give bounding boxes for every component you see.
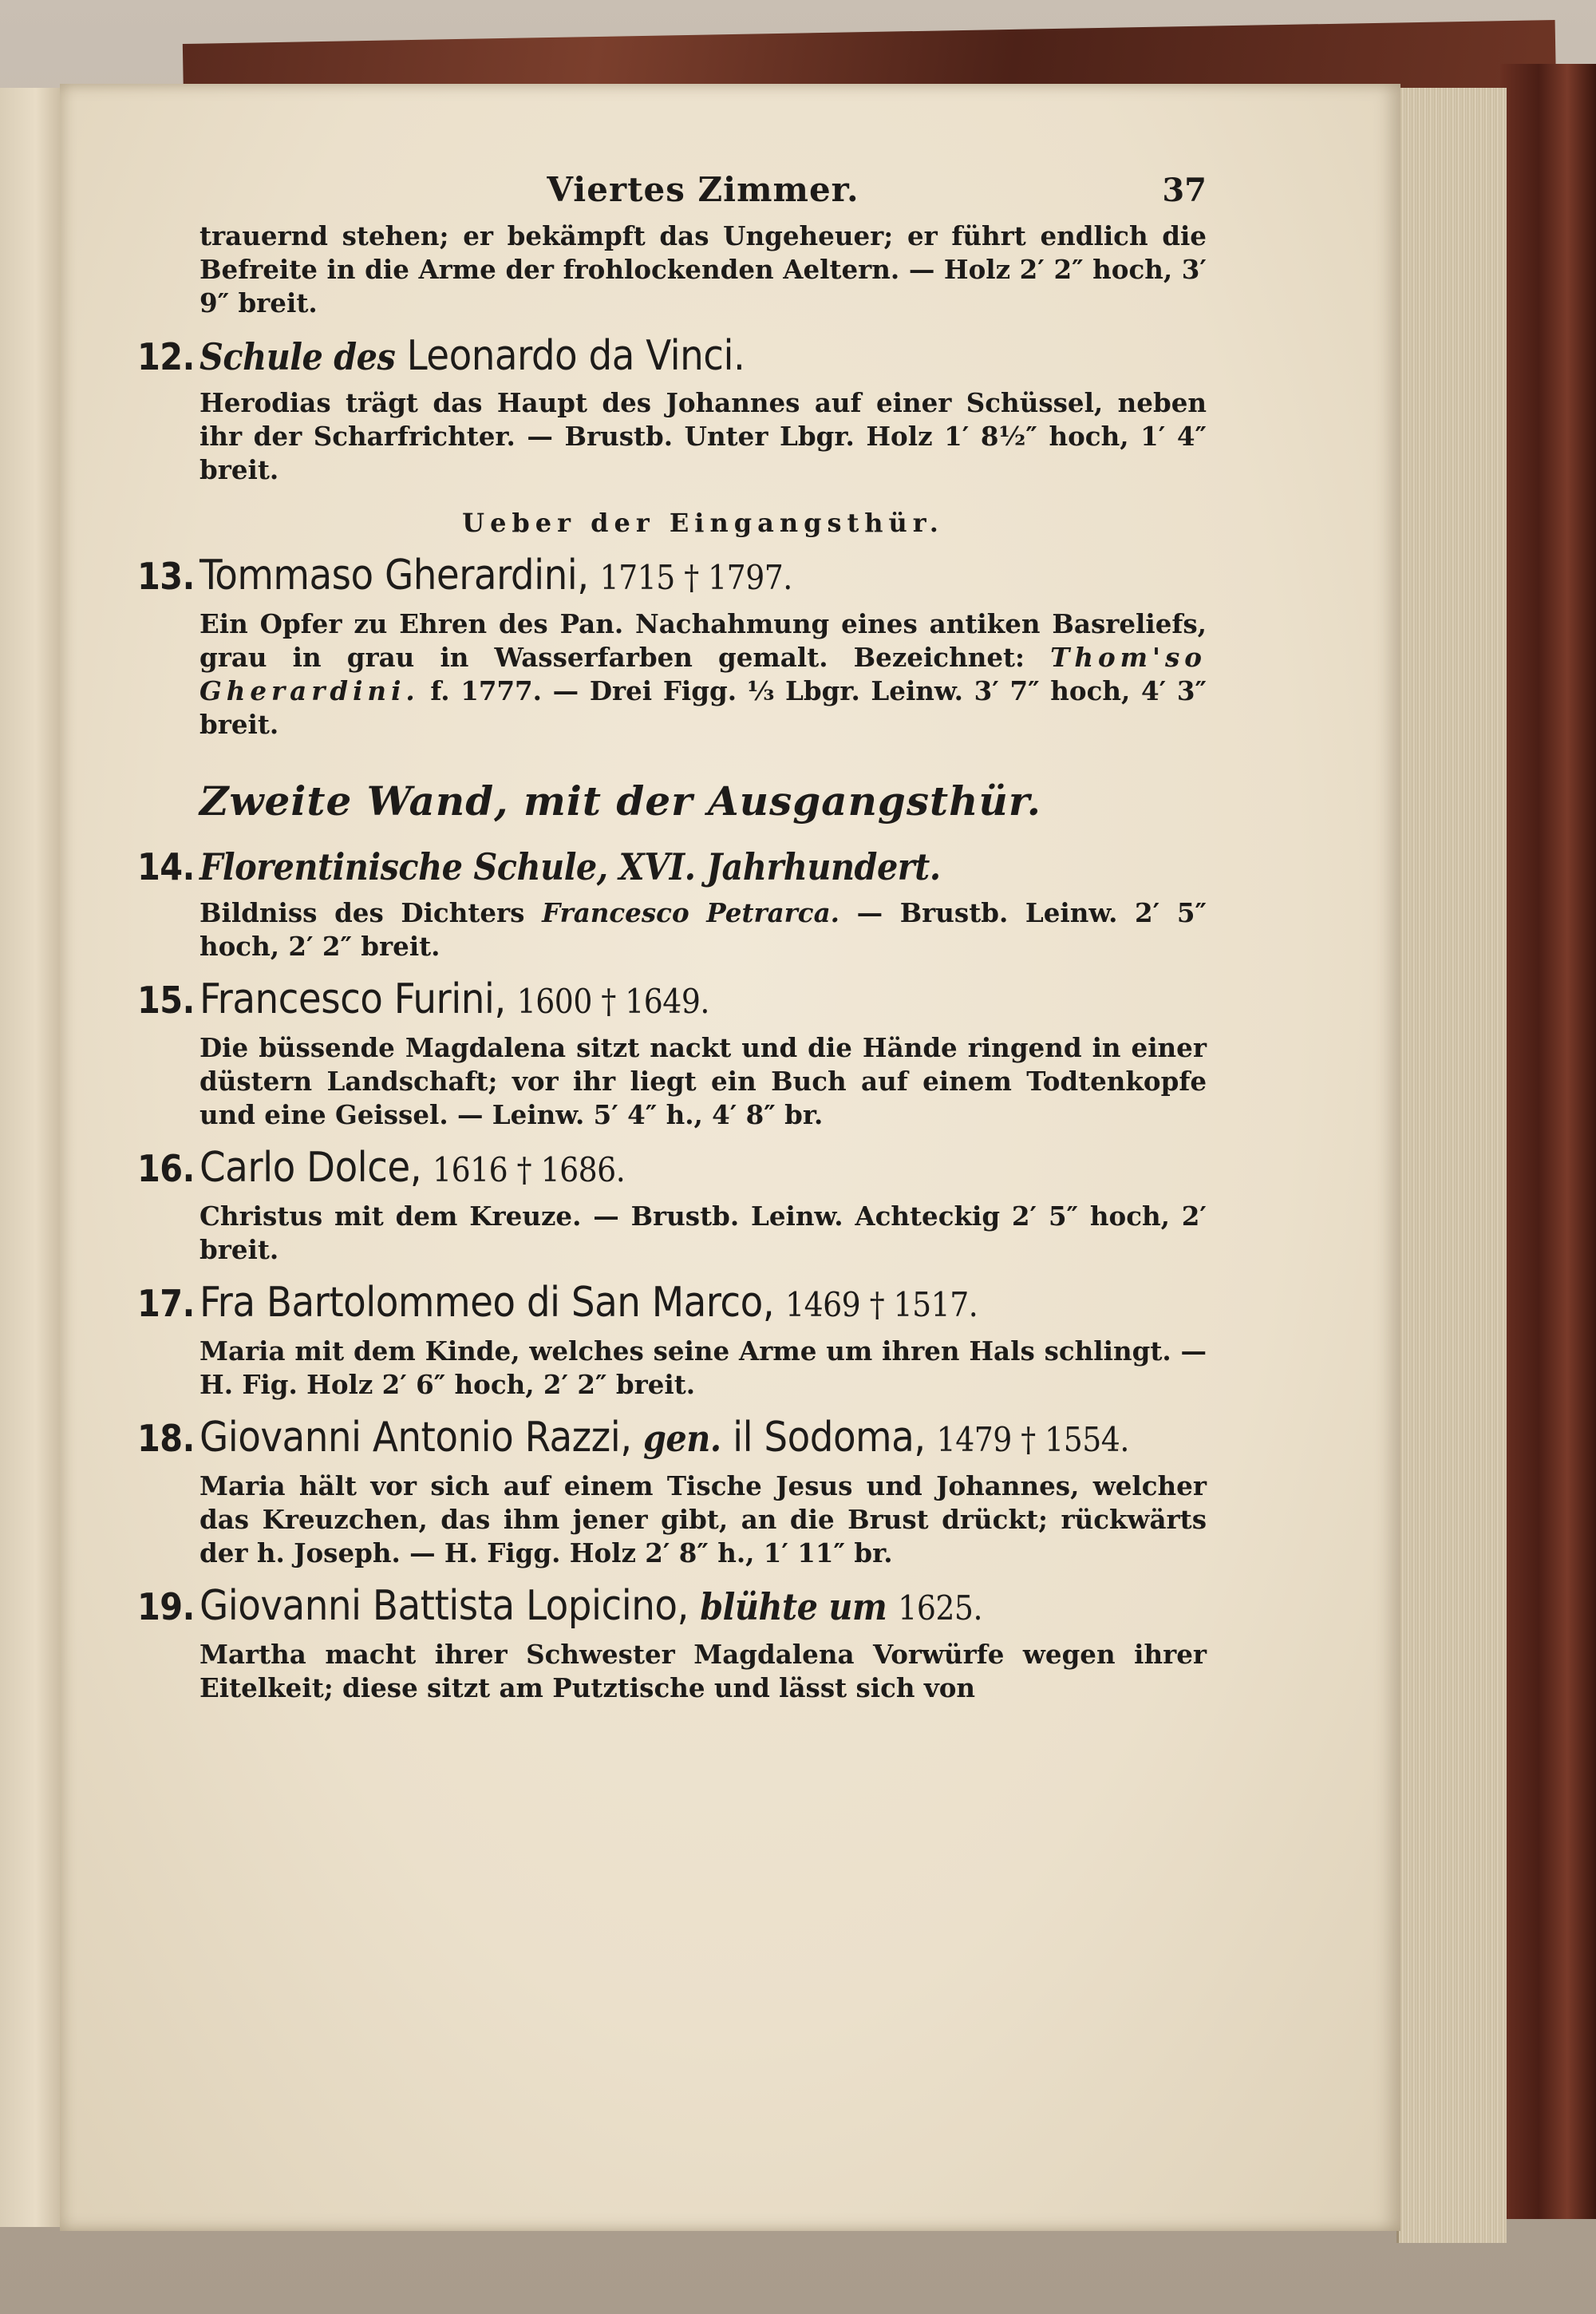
entry-heading [137,326,1207,386]
catalog-entry-19 [137,1576,1207,1705]
left-page-edge [0,88,61,2227]
entry-number: 18. [137,1417,195,1460]
entry-attribution-italic: Florentinische Schule, XVI. Jahrhundert. [200,845,941,888]
entry-description: Christus mit dem Kreuze. — Brustb. Leinw. Achteckig 2′ 5″ hoch, 2′ breit. [200,1201,1207,1265]
entry-number: 17. [137,1282,195,1325]
section-heading: Zweite Wand, mit der Ausgangsthür. [200,777,1041,825]
entry-heading [137,1576,1207,1638]
entry-description-part: Ein Opfer zu Ehren des Pan. Nachahmung eines antiken Basreliefs, grau in grau in Wasserfarben gemalt. Bezeichnet: [200,608,1207,673]
page-text [137,156,1207,1705]
catalog-entry-14 [137,837,1207,963]
entry-description: Martha macht ihrer Schwester Magdalena Vorwürfe wegen ihrer Eitelkeit; diese sitzt am Putztische und lässt sich von [200,1639,1207,1703]
entry-dates: 1616 † 1686. [433,1150,626,1189]
entry-artist: Francesco Furini, [200,975,506,1023]
entry-heading [137,1273,1207,1335]
entry-description-part: Bildniss des Dichters [200,897,525,928]
entry-number: 13. [137,555,195,598]
entry-description: Maria mit dem Kinde, welches seine Arme um ihren Hals schlingt. — H. Fig. Holz 2′ 6″ hoch, 2′ 2″ breit. [200,1335,1207,1400]
entry-description: Maria hält vor sich auf einem Tische Jesus und Johannes, welcher das Kreuzchen, das ihm jener gibt, an die Brust drückt; rückwärts der h. Joseph. — H. Figg. Holz 2′ 8″ h., 1′ 11″ br. [200,1470,1207,1568]
entry-attribution-italic: gen. [642,1417,721,1460]
entry-number: 12. [137,335,195,378]
entry-dates: 1625. [898,1588,982,1628]
entry-artist: Tommaso Gherardini, [200,552,589,599]
entry-dates: 1715 † 1797. [599,558,792,597]
running-header [200,156,1207,220]
location-subheading: Ueber der Eingangsthür. [462,508,944,538]
entry-artist: Giovanni Antonio Razzi, [200,1414,632,1462]
entry-number: 16. [137,1147,195,1190]
entry-description [200,607,1207,742]
entry-description: Herodias trägt das Haupt des Johannes auf einer Schüssel, neben ihr der Scharfrichter. — Brustb. Unter Lbgr. Holz 1′ 8½″ hoch, 1′ 4″ breit. [200,387,1207,485]
entry-artist: Giovanni Battista Lopicino, [200,1582,689,1630]
page-stack-edges [1396,88,1507,2243]
entry-number: 15. [137,979,195,1022]
page-number: 37 [1162,172,1207,209]
entry-number: 14. [137,845,195,888]
catalog-entry-15 [137,970,1207,1132]
entry-description-part: f. 1777. — Drei Figg. ⅓ Lbgr. Leinw. 3′ 7″ hoch, 4′ 3″ breit. [200,675,1207,740]
catalog-entry-16 [137,1138,1207,1267]
entry-heading [137,837,1207,896]
signature: Thom'so Gherardini. [200,642,1207,706]
book-cover-right [1500,64,1596,2219]
entry-artist-alias: il Sodoma, [733,1414,926,1462]
catalog-entry-17 [137,1273,1207,1402]
catalog-entry-12 [137,326,1207,487]
intro-paragraph: trauernd stehen; er bekämpft das Ungeheuer; er führt endlich die Befreite in die Arme der frohlockenden Aeltern. — Holz 2′ 2″ hoch, 3′ 9″ breit. [200,220,1207,318]
sitter-name: Francesco Petrarca. [542,897,839,928]
entry-description: Die büssende Magdalena sitzt nackt und die Hände ringend in einer düstern Landschaft; vor ihr liegt ein Buch auf einem Todtenkopfe und eine Geissel. — Leinw. 5′ 4″ h., 4′ 8″ br. [200,1032,1207,1130]
entry-heading [137,546,1207,607]
entry-heading [137,970,1207,1031]
entry-dates: 1479 † 1554. [936,1420,1129,1459]
catalog-entry-18 [137,1408,1207,1570]
entry-dates: 1600 † 1649. [516,982,709,1021]
entry-artist: Fra Bartolommeo di San Marco, [200,1279,775,1327]
entry-dates: 1469 † 1517. [785,1285,978,1324]
entry-heading [137,1138,1207,1200]
header-title: Viertes Zimmer. [547,170,859,209]
entry-artist: Carlo Dolce, [200,1144,422,1192]
entry-artist: Leonardo da Vinci. [406,332,745,380]
entry-heading [137,1408,1207,1469]
entry-attribution-italic: blühte um [700,1585,887,1628]
entry-number: 19. [137,1585,195,1628]
catalog-entry-13 [137,546,1207,742]
entry-description-part: — Brustb. Leinw. 2′ 5″ hoch, 2′ 2″ breit. [200,897,1207,962]
entry-attribution-italic: Schule des [200,335,396,378]
entry-description [200,896,1207,963]
